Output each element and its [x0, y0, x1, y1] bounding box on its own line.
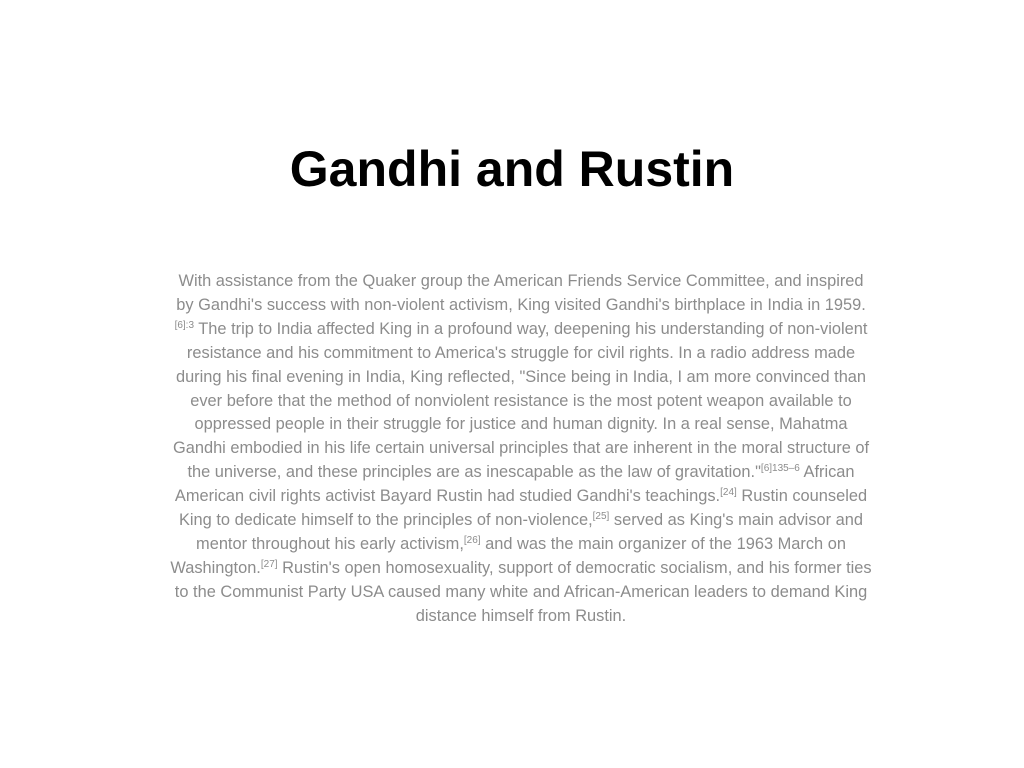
citation-ref: [26]: [463, 534, 481, 546]
body-text-segment: served as King's main advisor and mentor throughout his early activism,: [196, 511, 863, 553]
body-text-segment: and was the main organizer of the 1963 March on Washington.: [170, 534, 846, 577]
body-text-segment: The trip to India affected King in a profound way, deepening his understanding of non-violent resistance and his commitment to America's struggle for civil rights. In a radio address made during his final evening in India, King reflected, "Since being in India, I am more convinced than ever before that the method of nonviolent resistance is the most potent weapon available to oppressed people in their struggle for justice and human dignity. In a real sense, Mahatma Gandhi embodied in his life certain universal principles that are inherent in the moral structure of the universe, and these principles are as inescapable as the law of gravitation.": [172, 319, 870, 482]
body-text-segment: With assistance from the Quaker group the American Friends Service Committee, and inspired by Gandhi's success with non-violent activism, King visited Gandhi's birthplace in India in 1959.: [176, 272, 866, 314]
citation-ref: [27]: [260, 558, 278, 570]
body-text-segment: Rustin's open homosexuality, support of democratic socialism, and his former ties to the Communist Party USA caused many white and African-American leaders to demand King distance himself from Rustin.: [174, 558, 872, 625]
body-text-segment: Rustin counseled King to dedicate himself to the principles of non-violence,: [178, 487, 868, 530]
citation-ref: [25]: [592, 511, 610, 523]
body-text-segment: African American civil rights activist Bayard Rustin had studied Gandhi's teachings.: [174, 463, 855, 506]
slide-title: Gandhi and Rustin: [289, 141, 735, 197]
citation-ref: [6]:3: [174, 319, 195, 331]
citation-ref: [24]: [720, 487, 737, 499]
citation-ref: [6]135–6: [760, 463, 800, 475]
slide-body: [168, 270, 874, 629]
